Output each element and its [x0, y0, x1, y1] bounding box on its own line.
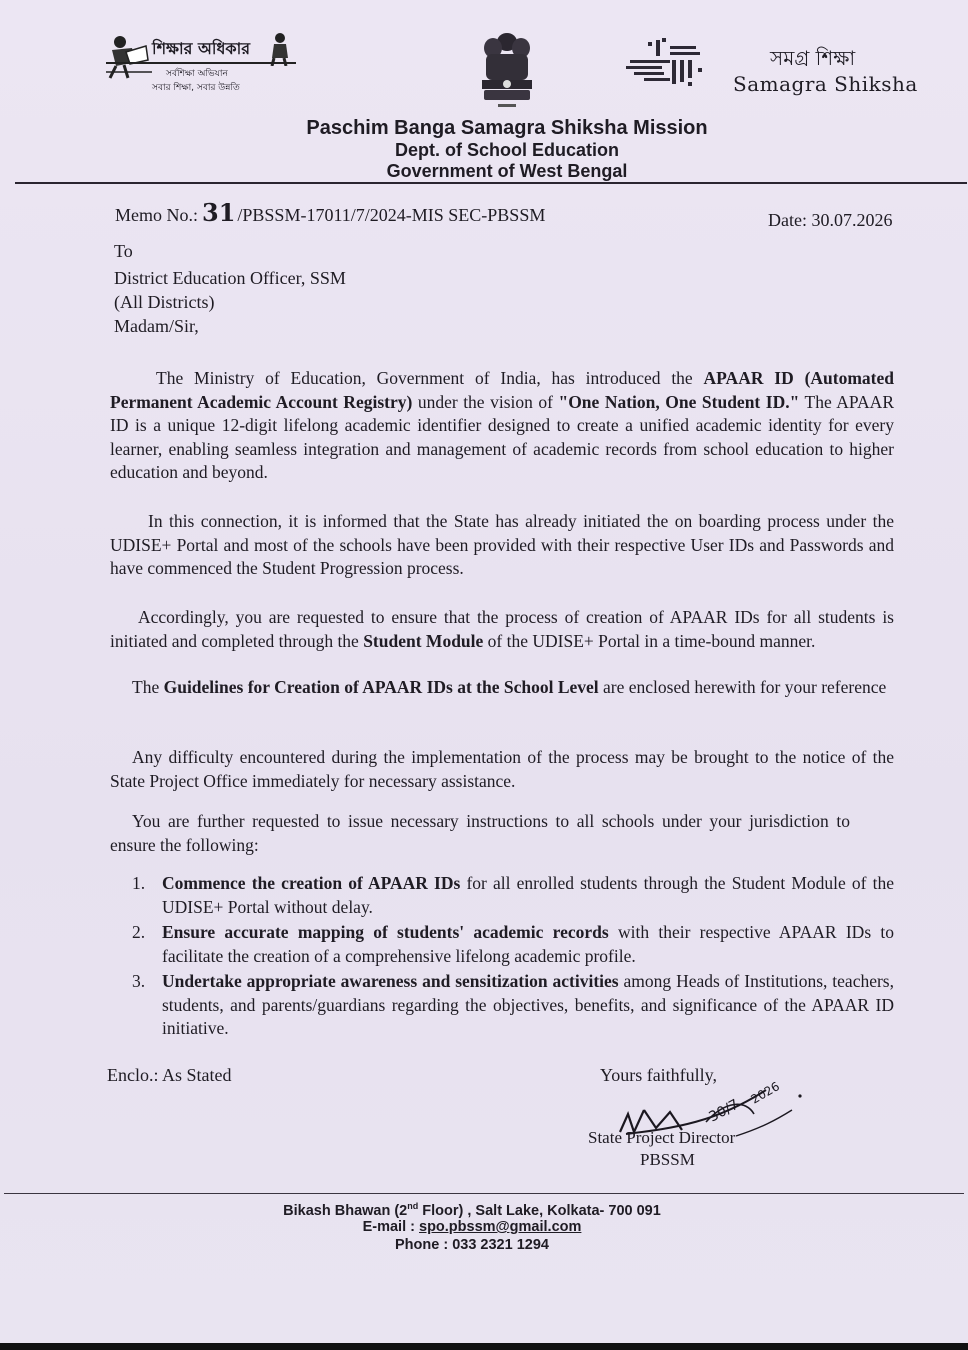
paragraph-onboarding: [110, 510, 894, 581]
logo-title: শিক্ষার অধিকার: [152, 39, 251, 58]
p1-bold-apaar: APAAR ID (Automated Permanent Academic Account Registry): [110, 368, 894, 412]
enclosure-note: Enclo.: As Stated: [107, 1065, 232, 1085]
signatory-office: PBSSM: [640, 1150, 695, 1169]
logo-underline: [106, 62, 296, 64]
list-item: [132, 970, 894, 1041]
p4-bold-guidelines: Guidelines for Creation of APAAR IDs at the School Level: [163, 677, 599, 697]
instruction-list: [132, 872, 894, 1043]
list-number: 1.: [132, 873, 146, 893]
address-districts: (All Districts): [114, 292, 215, 312]
bottom-edge: [0, 1343, 968, 1350]
p2-text: In this connection, it is informed that the State has already initiated the on boarding process under the UDISE+ Portal and most of the schools have been provided with their respective User IDs and Passwords and have commenced the Student Progression process.: [110, 511, 894, 578]
signatory-designation: State Project Director: [588, 1128, 736, 1147]
p5-text: Any difficulty encountered during the implementation of the process may be brought to the notice of the State Project Office immediately for necessary assistance.: [110, 747, 894, 791]
list-number: 3.: [132, 971, 146, 991]
list-item-text: for all enrolled students through the Student Module of the UDISE+ Portal without delay.: [162, 873, 894, 917]
p1-text-e: The APAAR ID is a unique 12-digit lifelong academic identifier designed to create a unified academic identity for every learner, enabling seamless integration and management of academic records from school education to higher education and beyond.: [110, 391, 894, 482]
footer-rule: [4, 1193, 964, 1194]
footer-phone: Phone : 033 2321 1294: [395, 1237, 549, 1253]
org-name: Paschim Banga Samagra Shiksha Mission: [306, 117, 708, 139]
list-item-text: with their respective APAAR IDs to facilitate the creation of a comprehensive lifelong academic profile.: [162, 922, 895, 966]
footer-address-a: Bikash Bhawan (2: [283, 1202, 408, 1219]
email-label: E-mail :: [362, 1219, 419, 1235]
email-link[interactable]: spo.pbssm@gmail.com: [419, 1219, 582, 1235]
samagra-english: Samagra Shiksha: [733, 72, 918, 96]
memo-date: Date: 30.07.2026: [768, 210, 893, 230]
p6-text: You are further requested to issue necessary instructions to all schools under your jurisdiction to ensure the following:: [110, 811, 850, 855]
svg-text:2026: 2026: [748, 1079, 782, 1107]
shikshar-adhikar-logo: [106, 28, 296, 96]
logo-subtitle-2: সবার শিক্ষা, সবার উন্নতি: [152, 83, 240, 93]
yours-faithfully: Yours faithfully,: [600, 1065, 718, 1085]
footer-email: [0, 1219, 968, 1235]
p4-text-a: The: [132, 677, 164, 697]
memo-line: [115, 198, 545, 227]
list-item-bold: Ensure accurate mapping of students' academic records: [162, 922, 609, 942]
memo-label: Memo No.:: [115, 205, 198, 225]
paragraph-request: [110, 606, 894, 653]
samagra-bengali: সমগ্র শিক্ষা: [770, 46, 856, 70]
memo-reference: /PBSSM-17011/7/2024-MIS SEC-PBSSM: [237, 205, 546, 225]
footer-address-sup: nd: [407, 1201, 419, 1211]
list-item: [132, 921, 894, 968]
samagra-shiksha-icon: [626, 38, 708, 92]
p1-bold-vision: "One Nation, One Student ID.": [558, 391, 800, 412]
header-rule: [15, 182, 967, 184]
list-number: 2.: [132, 922, 146, 942]
org-department: Dept. of School Education: [395, 140, 619, 160]
p3-bold-module: Student Module: [363, 630, 484, 651]
address-recipient: District Education Officer, SSM: [114, 268, 346, 288]
reading-child-icon: [106, 32, 152, 82]
footer-address: [0, 1201, 968, 1219]
paragraph-guidelines: [110, 676, 894, 700]
logo-subtitle-1: সর্বশিক্ষা অভিযান: [166, 69, 228, 79]
memo-number: 31: [202, 198, 236, 227]
paragraph-apaar-intro: [110, 367, 894, 485]
paragraph-instructions: [110, 810, 850, 857]
list-item-bold: Commence the creation of APAAR IDs: [162, 873, 461, 893]
footer-address-b: Floor) , Salt Lake, Kolkata- 700 091: [418, 1202, 661, 1219]
p1-text-c: under the vision of: [412, 391, 559, 412]
list-item-bold: Undertake appropriate awareness and sensitization activities: [162, 971, 619, 991]
list-item: [132, 872, 894, 919]
svg-text:30/7: 30/7: [706, 1096, 742, 1126]
address-to: To: [114, 241, 133, 261]
org-government: Government of West Bengal: [386, 161, 628, 181]
p3-text-a: Accordingly, you are requested to ensure that the process of creation of APAAR IDs for all students is initiated and completed through the: [110, 607, 894, 651]
national-emblem-icon: [474, 26, 540, 112]
child-figure-icon: [266, 32, 292, 66]
paragraph-difficulty: [110, 746, 894, 793]
list-item-text: among Heads of Institutions, teachers, students, and parents/guardians regarding the objectives, benefits, and significance of the APAAR ID initiative.: [162, 971, 894, 1038]
p3-text-c: of the UDISE+ Portal in a time-bound manner.: [483, 630, 816, 651]
salutation: Madam/Sir,: [114, 316, 199, 336]
p1-text-a: The Ministry of Education, Government of India, has introduced the: [156, 368, 704, 388]
p4-text-c: are enclosed herewith for your reference: [598, 677, 887, 697]
